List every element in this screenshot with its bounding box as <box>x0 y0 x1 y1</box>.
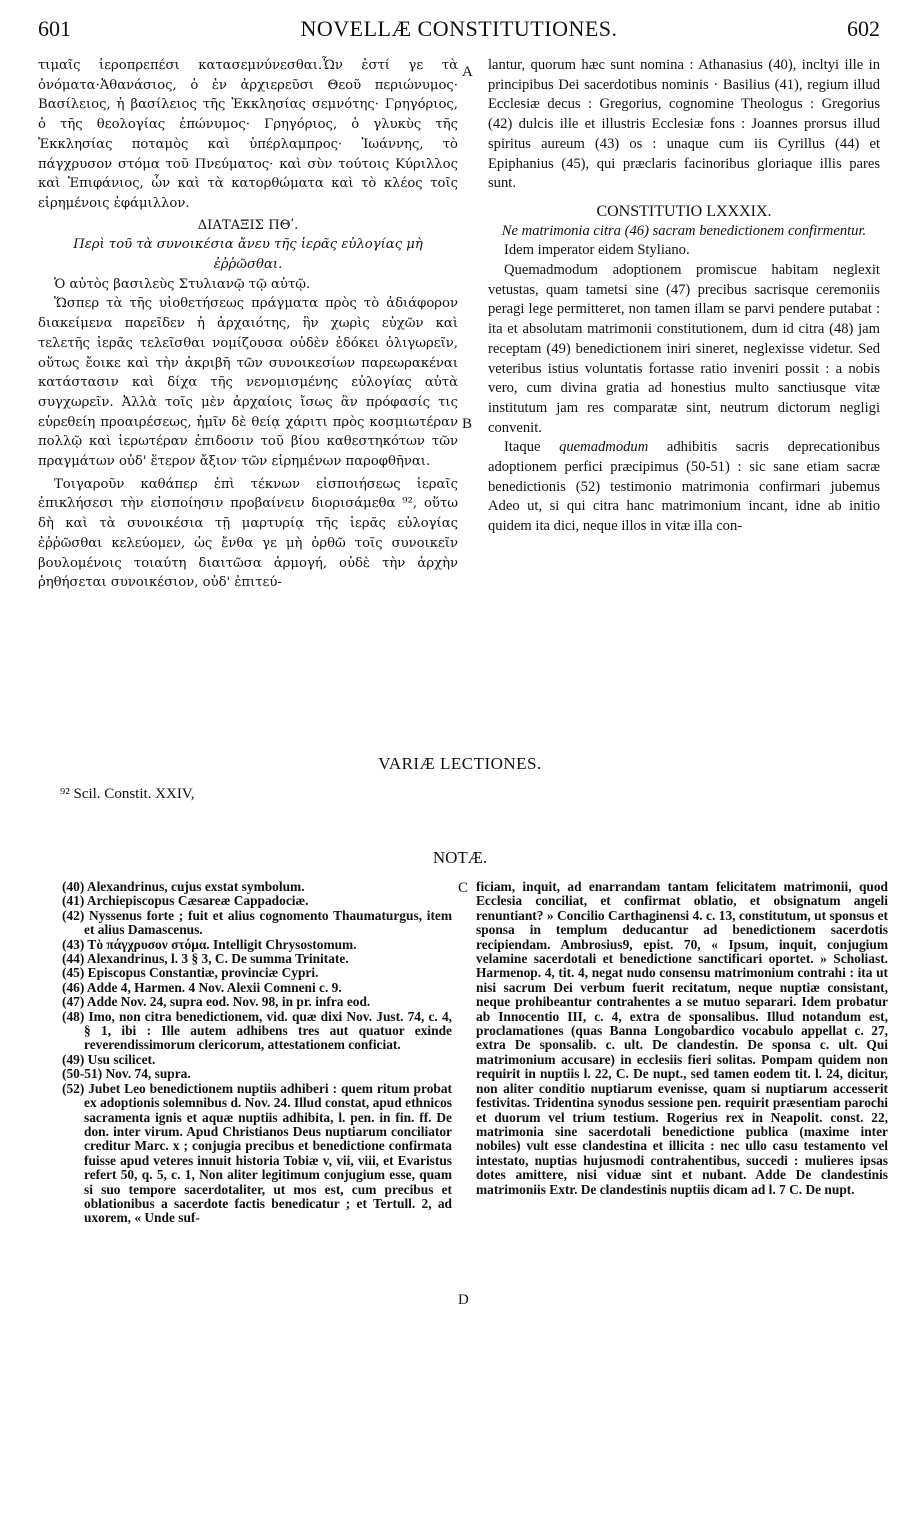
greek-paragraph-1: Ὥσπερ τὰ τῆς υἱοθετήσεως πράγματα πρὸς τὸ ἀδιάφορον διακείμενα παρεῖδεν ἡ ἀρχαιότης, ἣν χωρὶς εὐχῶν καὶ τελετῆς ἱερᾶς τελεῖσθαι νομίζουσα οὐδὲν ἐδόκει ὀλιγωρεῖν, οὕτως ἔοικε καὶ τὴν ἀκριβῆ τῶν συνοικεσίων παρεωρακέναι κατάστασιν καὶ δίχα τῆς νενομισμένης εὐλογίας αὐτὰ συγχωρεῖν. Ἀλλὰ τοῖς μὲν ἀρχαίοις ἴσως ἂν πρόφασίς τις εὑρεθείη προαιρέσεως, ἡμῖν δὲ θείᾳ χάριτι πρὸς κοσμιωτέραν πολλῷ καὶ ἱερωτέραν ἐπιδοσιν τοῦ βίου καθεστηκότων τῶν πραγμάτων οὐδ' ἕτερον ἄξιον τῶν εἰρημένων παροφθῆναι. <box>38 296 458 470</box>
notes-left-column <box>62 880 452 1226</box>
note-43: (43) Τὸ πάγχρυσον στόμα. Intelligit Chrysostomum. <box>62 936 357 952</box>
latin-subtitle: Ne matrimonia citra (46) sacram benedictionem confirmentur. <box>501 222 867 239</box>
note-52: (52) Jubet Leo benedictionem nuptiis adhiberi : quem ritum probat ex adoptionis solemnibus d. Nov. 24. Illud constat, apud ethnicos sacramenta ignis et aquæ nuptiis adhibita, l. pen. in fin. ff. De don. inter virum. Apud Christianos Deus nuptiarum conciliator creditur Marc. x ; conjugia precibus et benedictione confirmata fuisse apud veteres innuit historia Tobiæ v, vii, viii, et Evaristus refert 50, q. 5, c. 1, Non aliter legitimum conjugium esse, quam si suo tempore sacerdotaliter, ut mos est, cum precibus et oblationibus a sacerdote factis benedicatur ; et Tertull. 2, ad uxorem, « Unde suf- <box>62 1080 452 1226</box>
greek-address: Ὁ αὐτὸς βασιλεὺς Στυλιανῷ τῷ αὐτῷ. <box>54 276 311 292</box>
variae-footnote: ⁹² Scil. Constit. XXIV, <box>60 786 195 802</box>
page-number-right: 602 <box>847 16 880 41</box>
page-number-left: 601 <box>38 16 71 41</box>
latin-column <box>488 56 880 537</box>
note-46: (46) Adde 4, Harmen. 4 Nov. Alexii Comneni c. 9. <box>62 979 342 995</box>
note-45: (45) Episcopus Constantiæ, provinciæ Cypri. <box>62 965 319 981</box>
margin-marker-b: B <box>462 416 473 432</box>
page-title: NOVELLÆ CONSTITUTIONES. <box>300 16 618 41</box>
note-49: (49) Usu scilicet. <box>62 1051 156 1067</box>
latin-paragraph-2-emphasis: quemadmodum <box>559 439 649 456</box>
greek-paragraph-2: Τοιγαροῦν καθάπερ ἐπὶ τέκνων εἰσποιήσεως ἱεραῖς ἐπικλήσεσι τὴν εἰσποίησιν προβαίνειν διορισάμεθα ⁹², οὕτω δὴ καὶ τὰ συνοικέσια τῇ μαρτυρίᾳ τῆς ἱερᾶς εὐλογίας ἐῤῥῶσθαι κελεύομεν, ὡς ἔνθα γε μὴ ὀρθῶ τοῖς συνοικεῖν βουλομένοις τοιαύτη διαιτῶσα ἁρμογή, οὐδὲ τὴν ἀρχὴν ῥηθήσεται συνοικέσιον, οὐδ' ἐπιτεύ- <box>38 476 458 591</box>
latin-intro: lantur, quorum hæc sunt nomina : Athanasius (40), incltyi ille in principibus Dei sacerdotibus nominis · Basilius (41), regium illud Ecclesiæ decus : Gregorius, cognomine Theologus : Gregorius (42) dulcis ille et illustris Ecclesiæ fons : Joannes prorsus illud spiritus aureum (43) os : unaque cum iis Cyrillus (44) et Epiphanius (45), qui præclaris facinoribus gloriaque illis pares sunt. <box>488 57 880 192</box>
variae-lectiones-heading: VARIÆ LECTIONES. <box>378 754 542 773</box>
margin-marker-a: A <box>462 64 473 80</box>
note-41: (41) Archiepiscopus Cæsareæ Cappadociæ. <box>62 893 309 909</box>
note-44: (44) Alexandrinus, l. 3 § 3, C. De summa Trinitate. <box>62 951 349 967</box>
latin-paragraph-1: Quemadmodum adoptionem promiscue habitam neglexit vetustas, quam tametsi sine (47) precibus sacrisque ceremoniis peragi lege permitteret, non tamen illam se parvi pendere putabat : ita et absolutam matrimonii constitutionem, dum id citra (48) jam receptam (49) benedictionem iniri sineret, neglexisse videtur. Sed veteribus istius voluntatis fortasse ratio inveniri possit : a nobis vero, cum divina gratia ad honestius multo sanctiusque vitæ institutum jam res comparatæ sint, neutrum dictorum negligi convenit. <box>488 262 880 436</box>
notae-heading: NOTÆ. <box>432 848 488 867</box>
greek-heading: ΔΙΑΤΑΞΙΣ ΠΘʹ. <box>197 217 299 233</box>
note-42: (42) Nyssenus forte ; fuit et alius cognomento Thaumaturgus, item et alius Damascenus. <box>62 907 452 938</box>
running-head <box>38 12 880 46</box>
latin-heading: CONSTITUTIO LXXXIX. <box>596 202 772 220</box>
note-52-continuation: ficiam, inquit, ad enarrandam tantam felicitatem matrimonii, quod Ecclesia conciliat, et confirmat oblatio, et obsignatum angeli renuntiant? » Concilio Carthaginensi 4. c. 13, constitutum, ut sponsus et sponsa in templum deducantur ad benedictionem sacerdotis recipiendam. Ambrosius9, epist. 70, « Ipsum, inquit, conjugium velamine sacerdotali et benedictione sanctificari oportet. » Scholiast. Harmenop. 4, tit. 4, negat nudo consensu matrimonium contrahi : ita ut nisi sacrum Dei verbum fuerit recitatum, neque nuptiæ consistant, neque prohibeantur contrahentes a se mutuo separari. Idem probatur ab Innocentio III, c. 4, extra de sponsalibus. Illud notandum est, proclamationes (quas Banna Longobardico vocabulo appellat c. 27, extra De sponsalib. c. ult. De clandestin. De sponsa c. ult. Qui matrimonium accusare) in ecclesiis fieri solitas. Pompam quidem non requirit in nuptiis l. 22, C. De nupt., sed tamen eodem tit. l. 24, dicitur, non aliter conditio nuptiarum evenisse, quam si nuptiarum accesserit festivitas. Tridentina synodus sessione pen. requirit præsentiam parochi et duorum vel trium testium. Rogerius rex in Neapolit. const. 22, matrimonia sine sacerdotali benedictione publica (maxime inter nobiles) vult esse clandestina et illicita : nec ullo casu testamento vel intestato, nuptias hujusmodi contrahentibus, succedi : mulieres ipsas dotes amittere, nisi viduæ sint et nubant. Adde De clandestinis matrimoniis Extr. De clandestinis nuptiis dicam ad l. 7 C. De nupt. <box>476 879 888 1197</box>
latin-paragraph-2 <box>488 438 880 537</box>
latin-paragraph-2-lead: Itaque <box>504 439 560 456</box>
greek-subtitle: Περὶ τοῦ τὰ συνοικέσια ἄνευ τῆς ἱερᾶς εὐλογίας μὴ ἐῤῥῶσθαι. <box>73 237 423 273</box>
notes-right-column <box>476 880 888 1197</box>
note-40: (40) Alexandrinus, cujus exstat symbolum. <box>62 879 305 894</box>
latin-address: Idem imperator eidem Styliano. <box>504 242 690 259</box>
greek-intro: τιμαῖς ἱεροπρεπέσι κατασεμνύνεσθαι.Ὧν ἐστί γε τὰ ὀνόματα·Ἀθανάσιος, ὁ ἐν ἀρχιερεῦσι Θεοῦ περιώνυμος· Βασίλειος, ἡ βασίλειος τῆς Ἐκκλησίας σεμνότης· Γρηγόριος, ὁ τῆς θεολογίας ἐπώνυμος· Γρηγόριος, ὁ γλυκὺς τῆς Ἐκκλησίας ποταμὸς καὶ ὑπέρλαμπρος· Ἰωάννης, τὸ πάγχρυσον στόμα τοῦ Πνεύματος· καὶ σὺν τούτοις Κύριλλος καὶ Ἐπιφάνιος, ὧν καὶ τὰ κατορθώματα καὶ τὸ κλέος τοῖς εἰρημένοις ἐφάμιλλον. <box>38 58 458 211</box>
note-48: (48) Imo, non citra benedictionem, vid. quæ dixi Nov. Just. 74, c. 4, § 1, ibi : Ille autem adhibens tres aut quatuor exinde reverendissimorum clericorum, attestationem conficiat. <box>62 1008 452 1053</box>
greek-column <box>38 56 458 593</box>
margin-marker-d: D <box>458 1292 469 1308</box>
latin-paragraph-2-body: adhibitis sacris deprecationibus adoptionem perfici præcipimus (50-51) : sic sane etiam sacræ benedictionis (52) testimonio matrimonia confirmari jubemus Adeo ut, si qui citra hanc matrimonium incant, idne ab initio quidem ita dici, neque illos in vitæ illa con- <box>488 439 880 535</box>
note-50-51: (50-51) Nov. 74, supra. <box>62 1066 191 1082</box>
note-47: (47) Adde Nov. 24, supra eod. Nov. 98, in pr. infra eod. <box>62 994 371 1010</box>
margin-marker-c: C <box>458 880 469 896</box>
